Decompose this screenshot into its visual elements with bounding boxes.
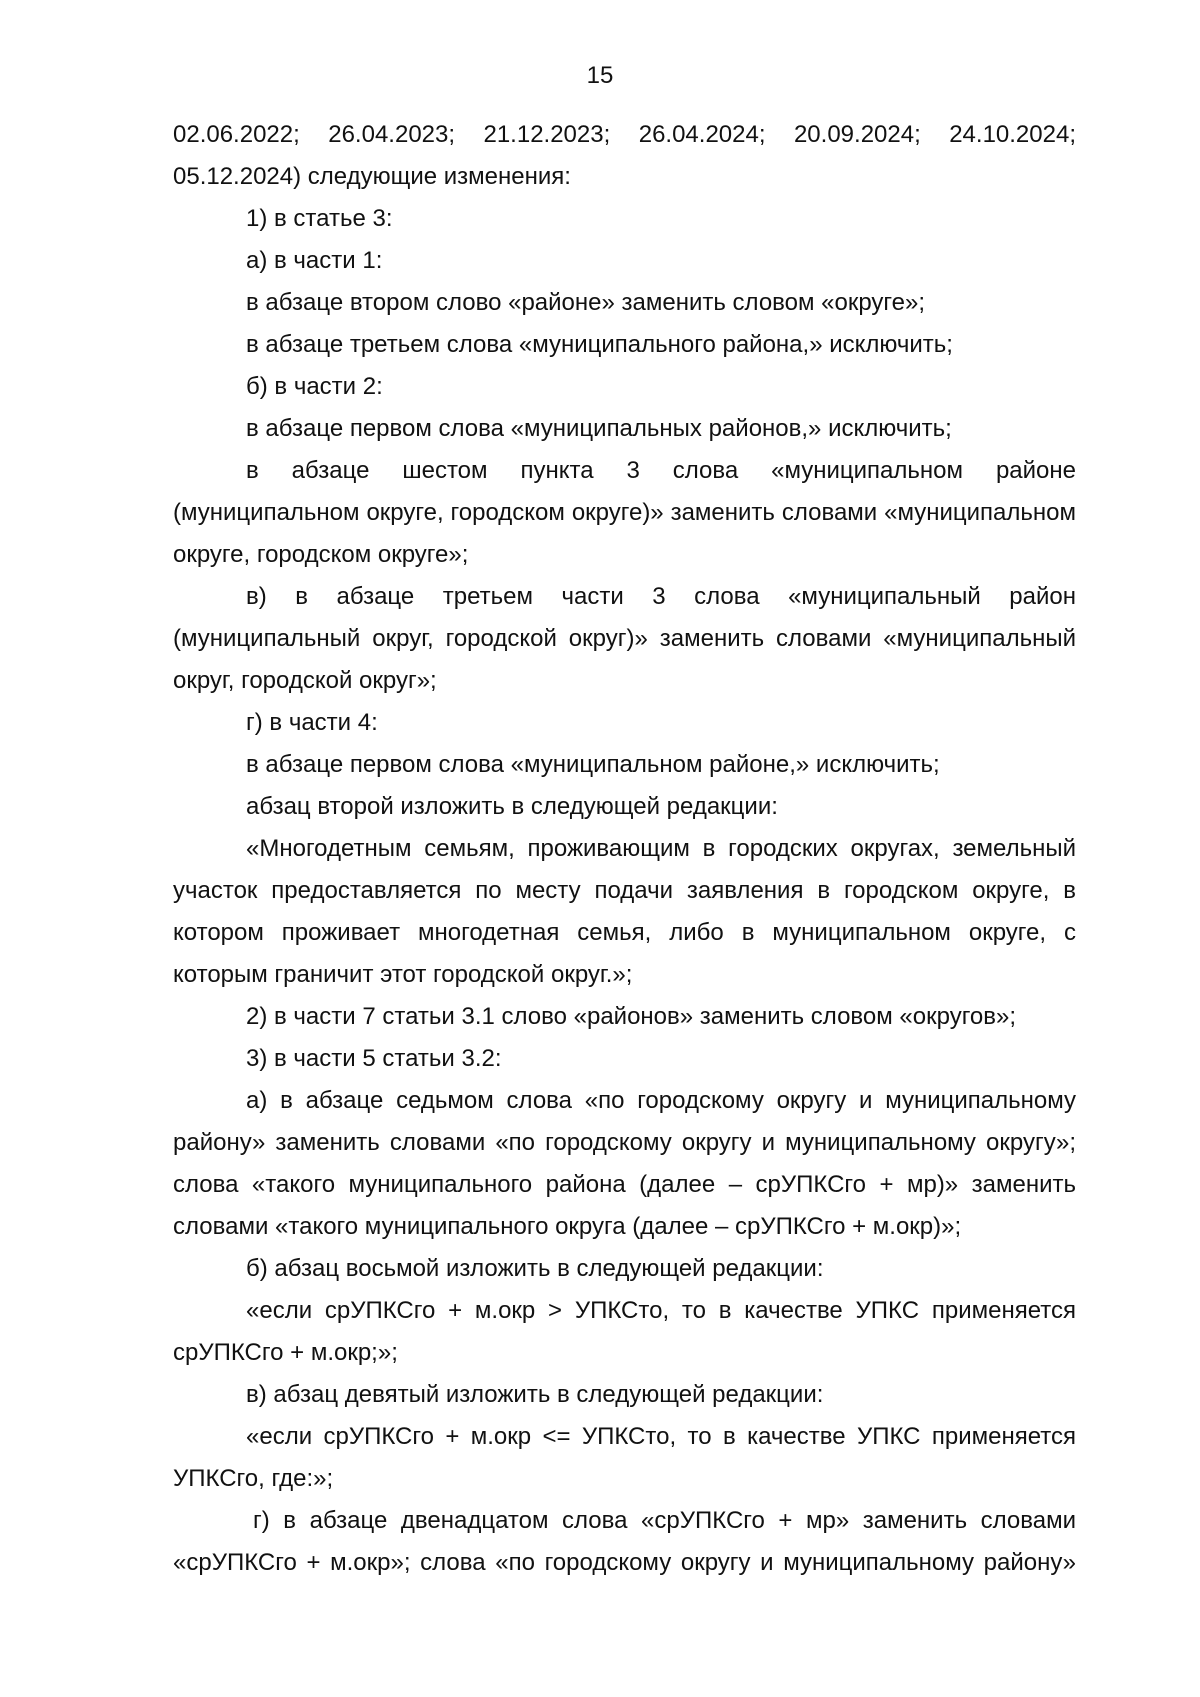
document-body xyxy=(173,114,1076,1584)
paragraph: а) в абзаце седьмом слова «по городскому округу и муниципальному району» заменить словами «по городскому округу и муниципальному округу»; слова «такого муниципального района (далее – срУПКСго + мр)» заменить словами «такого муниципального округа (далее – срУПКСго + м.окр)»; xyxy=(173,1087,1076,1240)
paragraph: в абзаце шестом пункта 3 слова «муниципальном районе (муниципальном округе, городском округе)» заменить словами «муниципальном округе, городском округе»; xyxy=(173,457,1076,568)
paragraph: в абзаце третьем слова «муниципального района,» исключить; xyxy=(246,331,953,358)
paragraph: в абзаце втором слово «районе» заменить словом «округе»; xyxy=(246,289,926,316)
page-number: 15 xyxy=(586,62,614,89)
paragraph: в) абзац девятый изложить в следующей редакции: xyxy=(246,1381,824,1408)
paragraph: в абзаце первом слова «муниципальном районе,» исключить; xyxy=(246,751,940,778)
paragraph: г) в абзаце двенадцатом слова «срУПКСго + мр» заменить словами «срУПКСго + м.окр»; слова «по городскому округу и муниципальному району» xyxy=(173,1507,1076,1576)
paragraph: б) в части 2: xyxy=(246,373,383,400)
paragraph: «Многодетным семьям, проживающим в городских округах, земельный участок предоставляется по месту подачи заявления в городском округе, в котором проживает многодетная семья, либо в муниципальном округе, с которым граничит этот городской округ.»; xyxy=(173,835,1076,988)
paragraph: 02.06.2022; 26.04.2023; 21.12.2023; 26.04.2024; 20.09.2024; 24.10.2024; 05.12.2024) следующие изменения: xyxy=(173,121,1076,190)
paragraph: а) в части 1: xyxy=(246,247,383,274)
paragraph: 1) в статье 3: xyxy=(246,205,393,232)
paragraph: абзац второй изложить в следующей редакции: xyxy=(246,793,778,820)
paragraph: 2) в части 7 статьи 3.1 слово «районов» заменить словом «округов»; xyxy=(246,1003,1017,1030)
paragraph: г) в части 4: xyxy=(246,709,378,736)
paragraph: 3) в части 5 статьи 3.2: xyxy=(246,1045,502,1072)
paragraph: «если срУПКСго + м.окр > УПКСто, то в качестве УПКС применяется срУПКСго + м.окр;»; xyxy=(173,1297,1076,1366)
paragraph: в) в абзаце третьем части 3 слова «муниципальный район (муниципальный округ, городской округ)» заменить словами «муниципальный округ, городской округ»; xyxy=(173,583,1076,694)
paragraph: в абзаце первом слова «муниципальных районов,» исключить; xyxy=(246,415,952,442)
paragraph: б) абзац восьмой изложить в следующей редакции: xyxy=(246,1255,824,1282)
paragraph: «если срУПКСго + м.окр <= УПКСто, то в качестве УПКС применяется УПКСго, где:»; xyxy=(173,1423,1076,1492)
